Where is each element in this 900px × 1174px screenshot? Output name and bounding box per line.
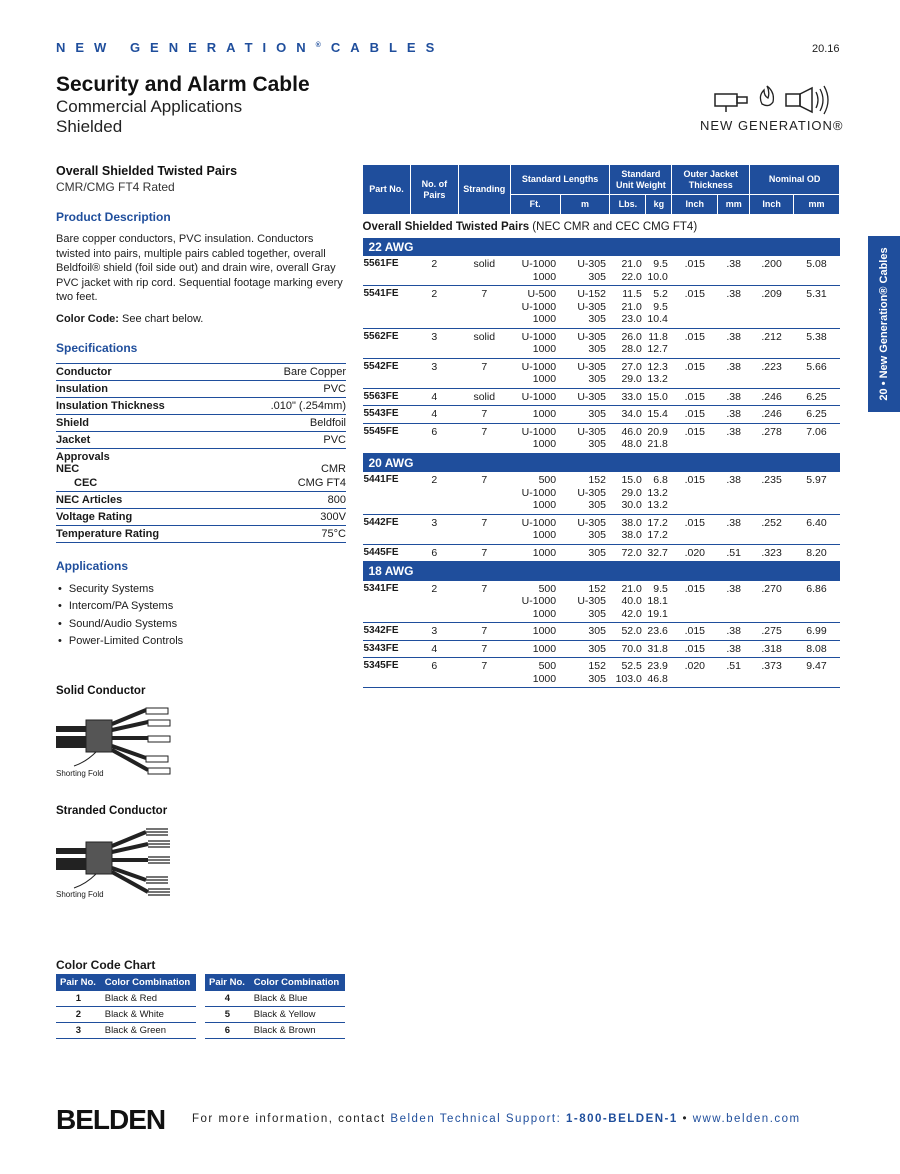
weight-kg-cell: 6.8 13.2 13.2: [646, 472, 672, 514]
left-column: [56, 164, 346, 651]
spec-key: Approvals: [56, 450, 110, 463]
jacket-mm-cell: .51: [718, 658, 750, 688]
solid-conductor-diagram-icon: [56, 702, 176, 778]
stranding-cell: 7: [458, 581, 510, 623]
stranding-cell: 7: [458, 658, 510, 688]
spec-value: Bare Copper: [227, 363, 346, 380]
length-m-cell: 152 U-305 305: [560, 581, 610, 623]
spec-key: CEC: [56, 475, 227, 492]
spec-key: Temperature Rating: [56, 525, 227, 542]
weight-kg-cell: 5.2 9.5 10.4: [646, 286, 672, 329]
solid-conductor-label: Solid Conductor: [56, 685, 146, 697]
table-row[interactable]: [363, 328, 840, 358]
pairs-cell: 2: [410, 581, 458, 623]
jacket-mm-cell: .38: [718, 423, 750, 453]
stranding-cell: 7: [458, 358, 510, 388]
col-jacket-thickness: Outer Jacket Thickness: [672, 165, 750, 195]
length-ft-cell: U-1000 1000: [510, 328, 560, 358]
stranding-cell: 7: [458, 406, 510, 424]
col-pairs: No. of Pairs: [410, 165, 458, 215]
color-code-note: Color Code: See chart below.: [56, 312, 204, 325]
spec-value: Beldfoil: [227, 414, 346, 431]
col-od-mm: mm: [794, 195, 840, 215]
weight-kg-cell: 31.8: [646, 640, 672, 658]
page-subtitle: Commercial Applications Shielded: [56, 97, 243, 136]
stranding-cell: 7: [458, 423, 510, 453]
jacket-inch-cell: .015: [672, 581, 718, 623]
jacket-inch-cell: .015: [672, 358, 718, 388]
weight-kg-cell: 12.3 13.2: [646, 358, 672, 388]
pairs-cell: 2: [410, 256, 458, 286]
series-brand: NEW GENERATION® CABLES: [56, 40, 445, 55]
od-inch-cell: .246: [750, 388, 794, 406]
od-inch-cell: .212: [750, 328, 794, 358]
weight-lbs-cell: 52.5 103.0: [610, 658, 646, 688]
weight-kg-cell: 23.9 46.8: [646, 658, 672, 688]
length-m-cell: 305: [560, 623, 610, 641]
weight-lbs-cell: 34.0: [610, 406, 646, 424]
col-unit-weight: Standard Unit Weight: [610, 165, 672, 195]
weight-lbs-cell: 21.0 40.0 42.0: [610, 581, 646, 623]
jacket-inch-cell: .015: [672, 406, 718, 424]
jacket-mm-cell: .38: [718, 286, 750, 329]
table-row[interactable]: [363, 514, 840, 544]
spec-value: PVC: [227, 380, 346, 397]
table-row[interactable]: [363, 406, 840, 424]
table-row[interactable]: [363, 388, 840, 406]
weight-kg-cell: 9.5 18.1 19.1: [646, 581, 672, 623]
table-row[interactable]: [363, 256, 840, 286]
spec-row: [56, 414, 346, 431]
table-row[interactable]: [363, 658, 840, 688]
length-m-cell: U-305 305: [560, 423, 610, 453]
spec-value: CMR: [320, 462, 346, 475]
awg-label: 18 AWG: [363, 562, 840, 581]
od-mm-cell: 7.06: [794, 423, 840, 453]
od-inch-cell: .252: [750, 514, 794, 544]
color-chart-col-color: Color Combination: [250, 974, 345, 991]
col-nominal-od: Nominal OD: [750, 165, 840, 195]
color-chart-left: [56, 974, 196, 1039]
pairs-cell: 3: [410, 358, 458, 388]
length-ft-cell: 1000: [510, 544, 560, 562]
jacket-inch-cell: .015: [672, 286, 718, 329]
pair-number: 5: [205, 1007, 250, 1023]
spec-value: 75°C: [227, 525, 346, 542]
od-inch-cell: .323: [750, 544, 794, 562]
table-row[interactable]: [363, 640, 840, 658]
color-chart-row: [56, 991, 196, 1007]
part-number[interactable]: 5345FE: [363, 658, 411, 688]
od-mm-cell: 6.86: [794, 581, 840, 623]
pairs-cell: 3: [410, 514, 458, 544]
color-chart-col-pair: Pair No.: [56, 974, 101, 991]
col-kg: kg: [646, 195, 672, 215]
pairs-cell: 3: [410, 328, 458, 358]
pair-number: 3: [56, 1023, 101, 1039]
footer-contact: For more information, contact Belden Technical Support: 1-800-BELDEN-1 • www.belden.com: [192, 1113, 801, 1125]
stranding-cell: 7: [458, 544, 510, 562]
applications-list: [56, 581, 346, 651]
page-number: 20.16: [812, 43, 840, 55]
jacket-mm-cell: .38: [718, 406, 750, 424]
jacket-mm-cell: .38: [718, 640, 750, 658]
specifications-table: [56, 363, 346, 543]
spec-value: PVC: [227, 431, 346, 448]
weight-lbs-cell: 21.0 22.0: [610, 256, 646, 286]
spec-key: Shield: [56, 414, 227, 431]
table-section-title: Overall Shielded Twisted Pairs (NEC CMR and CEC CMG FT4): [362, 221, 698, 233]
side-tab[interactable]: [868, 236, 900, 412]
col-ft: Ft.: [510, 195, 560, 215]
table-row[interactable]: [363, 286, 840, 329]
jacket-inch-cell: .015: [672, 472, 718, 514]
stranded-conductor-label: Stranded Conductor: [56, 805, 168, 817]
logo-text: NEW GENERATION®: [700, 118, 844, 133]
length-ft-cell: 1000: [510, 640, 560, 658]
length-ft-cell: U-500 U-1000 1000: [510, 286, 560, 329]
part-number[interactable]: 5442FE: [363, 514, 411, 544]
weight-kg-cell: 23.6: [646, 623, 672, 641]
length-ft-cell: 500 U-1000 1000: [510, 472, 560, 514]
spec-key: Voltage Rating: [56, 508, 227, 525]
color-combination: Black & Brown: [250, 1023, 345, 1039]
length-ft-cell: U-1000: [510, 388, 560, 406]
stranding-cell: 7: [458, 472, 510, 514]
stranded-conductor-diagram-icon: [56, 824, 176, 900]
jacket-inch-cell: .015: [672, 623, 718, 641]
length-m-cell: 305: [560, 640, 610, 658]
table-row[interactable]: [363, 581, 840, 623]
spec-value: CMG FT4: [227, 475, 346, 492]
od-mm-cell: 5.38: [794, 328, 840, 358]
part-number[interactable]: 5343FE: [363, 640, 411, 658]
length-ft-cell: U-1000 1000: [510, 256, 560, 286]
part-number[interactable]: 5561FE: [363, 256, 411, 286]
pair-number: 6: [205, 1023, 250, 1039]
spec-key: Insulation Thickness: [56, 397, 227, 414]
spec-row: [56, 463, 346, 475]
col-part-no: Part No.: [363, 165, 411, 215]
jacket-mm-cell: .38: [718, 472, 750, 514]
pairs-cell: 6: [410, 658, 458, 688]
part-number[interactable]: 5541FE: [363, 286, 411, 329]
pairs-cell: 4: [410, 406, 458, 424]
weight-lbs-cell: 70.0: [610, 640, 646, 658]
part-number[interactable]: 5543FE: [363, 406, 411, 424]
application-item: • Security Systems: [56, 581, 346, 599]
spec-row: [56, 380, 346, 397]
stranding-cell: solid: [458, 388, 510, 406]
applications-heading: Applications: [56, 558, 129, 573]
color-chart-row: [205, 1023, 345, 1039]
color-chart-row: [56, 1023, 196, 1039]
pairs-cell: 6: [410, 544, 458, 562]
stranding-cell: solid: [458, 256, 510, 286]
color-combination: Black & Yellow: [250, 1007, 345, 1023]
table-row[interactable]: [363, 423, 840, 453]
length-m-cell: U-152 U-305 305: [560, 286, 610, 329]
stranding-cell: solid: [458, 328, 510, 358]
length-m-cell: U-305 305: [560, 514, 610, 544]
spec-key: NEC: [56, 462, 80, 475]
od-inch-cell: .278: [750, 423, 794, 453]
color-chart-row: [205, 991, 345, 1007]
spec-key: Conductor: [56, 363, 227, 380]
weight-lbs-cell: 52.0: [610, 623, 646, 641]
product-table-section: [362, 164, 840, 688]
jacket-mm-cell: .38: [718, 256, 750, 286]
weight-kg-cell: 9.5 10.0: [646, 256, 672, 286]
weight-lbs-cell: 38.0 38.0: [610, 514, 646, 544]
length-ft-cell: 1000: [510, 623, 560, 641]
length-m-cell: 152 U-305 305: [560, 472, 610, 514]
color-chart-title: Color Code Chart: [56, 958, 156, 972]
od-mm-cell: 5.31: [794, 286, 840, 329]
page-title: Security and Alarm Cable: [56, 73, 310, 96]
table-row[interactable]: [363, 472, 840, 514]
pairs-cell: 3: [410, 623, 458, 641]
weight-kg-cell: 17.2 17.2: [646, 514, 672, 544]
od-mm-cell: 6.25: [794, 406, 840, 424]
od-inch-cell: .318: [750, 640, 794, 658]
length-ft-cell: U-1000 1000: [510, 358, 560, 388]
website-link[interactable]: www.belden.com: [692, 1113, 801, 1125]
od-inch-cell: .200: [750, 256, 794, 286]
part-number[interactable]: 5441FE: [363, 472, 411, 514]
od-mm-cell: 6.99: [794, 623, 840, 641]
weight-lbs-cell: 27.0 29.0: [610, 358, 646, 388]
color-chart-row: [56, 1007, 196, 1023]
od-mm-cell: 8.08: [794, 640, 840, 658]
spec-row: [56, 508, 346, 525]
color-combination: Black & White: [101, 1007, 196, 1023]
pairs-cell: 4: [410, 640, 458, 658]
pairs-cell: 2: [410, 286, 458, 329]
spec-row: [56, 397, 346, 414]
product-heading: Overall Shielded Twisted Pairs: [56, 164, 238, 178]
belden-logo: BELDEN: [56, 1104, 166, 1135]
pairs-cell: 6: [410, 423, 458, 453]
weight-lbs-cell: 46.0 48.0: [610, 423, 646, 453]
awg-group-header: [363, 562, 840, 581]
jacket-inch-cell: .020: [672, 544, 718, 562]
spec-value: 800: [227, 491, 346, 508]
jacket-mm-cell: .38: [718, 358, 750, 388]
color-chart-right: [205, 974, 345, 1039]
spec-row: [56, 448, 346, 463]
spec-key: NEC Articles: [56, 491, 227, 508]
part-number[interactable]: 5562FE: [363, 328, 411, 358]
col-m: m: [560, 195, 610, 215]
weight-lbs-cell: 33.0: [610, 388, 646, 406]
part-number[interactable]: 5341FE: [363, 581, 411, 623]
color-combination: Black & Green: [101, 1023, 196, 1039]
od-inch-cell: .373: [750, 658, 794, 688]
spec-row: [56, 475, 346, 492]
od-mm-cell: 5.66: [794, 358, 840, 388]
part-number[interactable]: 5563FE: [363, 388, 411, 406]
od-mm-cell: 6.40: [794, 514, 840, 544]
stranding-cell: 7: [458, 514, 510, 544]
spec-value: 300V: [227, 508, 346, 525]
spec-key: Insulation: [56, 380, 227, 397]
part-number[interactable]: 5545FE: [363, 423, 411, 453]
length-ft-cell: 500 1000: [510, 658, 560, 688]
jacket-mm-cell: .38: [718, 623, 750, 641]
jacket-inch-cell: .020: [672, 658, 718, 688]
col-stranding: Stranding: [458, 165, 510, 215]
weight-lbs-cell: 15.0 29.0 30.0: [610, 472, 646, 514]
weight-kg-cell: 32.7: [646, 544, 672, 562]
length-m-cell: U-305 305: [560, 358, 610, 388]
length-m-cell: U-305 305: [560, 256, 610, 286]
product-table: [362, 164, 840, 688]
product-description: Bare copper conductors, PVC insulation. Conductors twisted into pairs, multiple pairs cabled together, overall Beldfoil® shield (foil side out) and drain wire, overall Gray PVC jacket with rip cord. Sequential footage marking every two feet.: [56, 233, 343, 303]
od-mm-cell: 5.97: [794, 472, 840, 514]
spec-row: [56, 525, 346, 542]
length-ft-cell: U-1000 1000: [510, 514, 560, 544]
color-combination: Black & Red: [101, 991, 196, 1007]
color-chart-row: [205, 1007, 345, 1023]
col-jacket-inch: Inch: [672, 195, 718, 215]
weight-lbs-cell: 72.0: [610, 544, 646, 562]
color-chart-col-color: Color Combination: [101, 974, 196, 991]
stranding-cell: 7: [458, 286, 510, 329]
product-rating: CMR/CMG FT4 Rated: [56, 180, 175, 194]
solid-shorting-fold-label: Shorting Fold: [56, 769, 104, 778]
spec-row: [56, 491, 346, 508]
col-jacket-mm: mm: [718, 195, 750, 215]
awg-group-header: [363, 453, 840, 472]
pairs-cell: 2: [410, 472, 458, 514]
weight-lbs-cell: 11.5 21.0 23.0: [610, 286, 646, 329]
color-combination: Black & Blue: [250, 991, 345, 1007]
weight-kg-cell: 15.4: [646, 406, 672, 424]
weight-kg-cell: 15.0: [646, 388, 672, 406]
od-mm-cell: 9.47: [794, 658, 840, 688]
jacket-inch-cell: .015: [672, 256, 718, 286]
od-mm-cell: 8.20: [794, 544, 840, 562]
length-m-cell: 305: [560, 544, 610, 562]
pairs-cell: 4: [410, 388, 458, 406]
jacket-mm-cell: .38: [718, 328, 750, 358]
jacket-mm-cell: .38: [718, 581, 750, 623]
weight-lbs-cell: 26.0 28.0: [610, 328, 646, 358]
weight-kg-cell: 11.8 12.7: [646, 328, 672, 358]
od-inch-cell: .275: [750, 623, 794, 641]
application-item: • Sound/Audio Systems: [56, 616, 346, 634]
table-row[interactable]: [363, 623, 840, 641]
description-heading: Product Description: [56, 210, 171, 224]
od-inch-cell: .270: [750, 581, 794, 623]
application-item: • Intercom/PA Systems: [56, 598, 346, 616]
jacket-inch-cell: .015: [672, 388, 718, 406]
length-m-cell: U-305: [560, 388, 610, 406]
od-inch-cell: .235: [750, 472, 794, 514]
od-inch-cell: .223: [750, 358, 794, 388]
part-number[interactable]: 5445FE: [363, 544, 411, 562]
jacket-inch-cell: .015: [672, 640, 718, 658]
stranding-cell: 7: [458, 623, 510, 641]
col-lbs: Lbs.: [610, 195, 646, 215]
part-number[interactable]: 5342FE: [363, 623, 411, 641]
pair-number: 2: [56, 1007, 101, 1023]
awg-label: 22 AWG: [363, 238, 840, 257]
application-item: • Power-Limited Controls: [56, 633, 346, 651]
length-m-cell: U-305 305: [560, 328, 610, 358]
od-inch-cell: .209: [750, 286, 794, 329]
jacket-inch-cell: .015: [672, 423, 718, 453]
col-standard-lengths: Standard Lengths: [510, 165, 610, 195]
jacket-inch-cell: .015: [672, 328, 718, 358]
side-tab-label: 20 • New Generation® Cables: [878, 247, 890, 401]
pair-number: 1: [56, 991, 101, 1007]
jacket-inch-cell: .015: [672, 514, 718, 544]
spec-value: .010" (.254mm): [227, 397, 346, 414]
spec-key: Jacket: [56, 431, 227, 448]
awg-label: 20 AWG: [363, 453, 840, 472]
length-ft-cell: 1000: [510, 406, 560, 424]
od-mm-cell: 6.25: [794, 388, 840, 406]
part-number[interactable]: 5542FE: [363, 358, 411, 388]
specifications-heading: Specifications: [56, 340, 138, 355]
stranded-shorting-fold-label: Shorting Fold: [56, 890, 104, 899]
length-m-cell: 305: [560, 406, 610, 424]
color-chart-col-pair: Pair No.: [205, 974, 250, 991]
table-row[interactable]: [363, 358, 840, 388]
spec-row: [56, 431, 346, 448]
od-inch-cell: .246: [750, 406, 794, 424]
length-ft-cell: U-1000 1000: [510, 423, 560, 453]
length-ft-cell: 500 U-1000 1000: [510, 581, 560, 623]
awg-group-header: [363, 238, 840, 257]
stranding-cell: 7: [458, 640, 510, 658]
jacket-mm-cell: .38: [718, 388, 750, 406]
table-row[interactable]: [363, 544, 840, 562]
jacket-mm-cell: .38: [718, 514, 750, 544]
length-m-cell: 152 305: [560, 658, 610, 688]
col-od-inch: Inch: [750, 195, 794, 215]
jacket-mm-cell: .51: [718, 544, 750, 562]
spec-row: [56, 363, 346, 380]
weight-kg-cell: 20.9 21.8: [646, 423, 672, 453]
od-mm-cell: 5.08: [794, 256, 840, 286]
pair-number: 4: [205, 991, 250, 1007]
